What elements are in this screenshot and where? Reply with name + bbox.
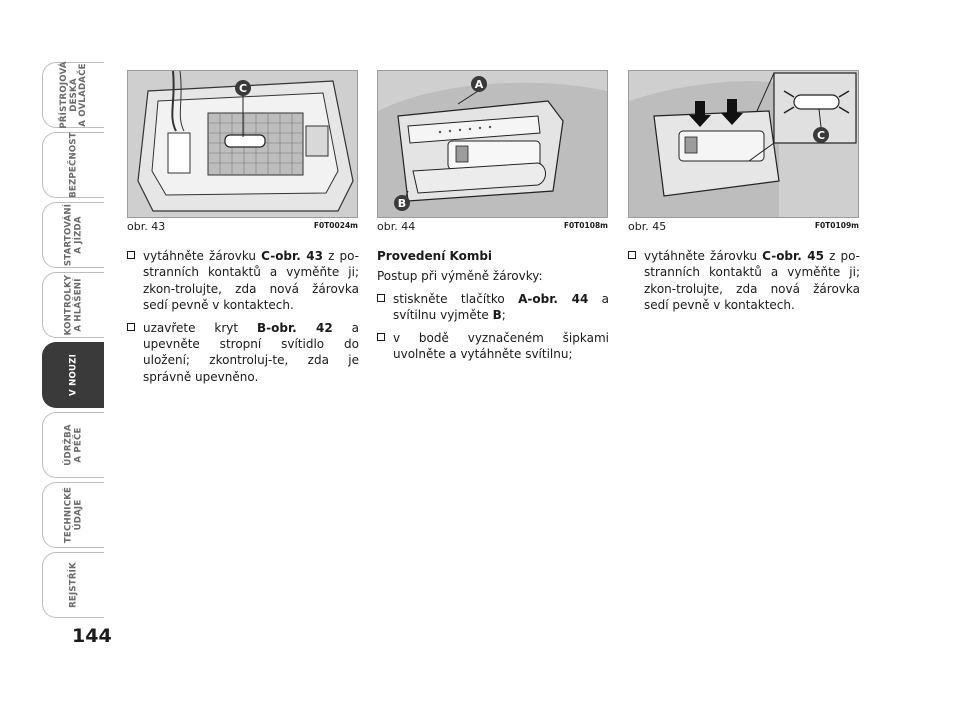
list-item: v bodě vyznačeném šipkami uvolněte a vytáhněte svítilnu;: [377, 330, 609, 363]
tab-label: TECHNICKÉ ÚDAJE: [63, 486, 83, 544]
list-item: vytáhněte žárovku C-obr. 43 z po-stranních kontaktů a vyměňte ji; zkon-trolujte, zda nová žárovka sedí pevně v kontaktech.: [127, 248, 359, 314]
checkbox-bullet-icon: [127, 251, 135, 259]
figure-44-illustration: [377, 70, 608, 218]
figure-code: F0T0024m: [313, 221, 358, 230]
text-column-3: [628, 248, 860, 320]
figure-43: [127, 70, 358, 234]
tab-v-nouzi[interactable]: [42, 342, 104, 408]
checkbox-bullet-icon: [377, 333, 385, 341]
tab-label: ÚDRŽBA A PÉČE: [63, 424, 83, 466]
tab-label: BEZPEČNOST: [67, 132, 78, 198]
figure-code: F0T0108m: [563, 221, 608, 230]
callout-c: C: [238, 82, 248, 95]
callout-a: A: [474, 78, 484, 91]
list-item: vytáhněte žárovku C-obr. 45 z po-stranních kontaktů a vyměňte ji; zkon-trolujte, zda nová žárovka sedí pevně v kontaktech.: [628, 248, 860, 314]
page-number: 144: [72, 625, 112, 647]
tab-label: PŘÍSTROJOVÁ DESKA A OVLADAČE: [58, 61, 88, 129]
text-column-1: [127, 248, 359, 391]
figure-45-illustration: [628, 70, 859, 218]
checkbox-bullet-icon: [127, 323, 135, 331]
list-item: uzavřete kryt B-obr. 42 a upevněte stropní svítidlo do uložení; zkontroluj-te, zda je správně upevněno.: [127, 320, 359, 386]
text-column-2: [377, 248, 609, 368]
section-heading: Provedení Kombi: [377, 249, 493, 263]
tab-label: KONTROLKY A HLÁŠENÍ: [63, 274, 83, 336]
tab-kontrolky[interactable]: [42, 272, 104, 338]
tab-rejstrik[interactable]: [42, 552, 104, 618]
figure-caption: obr. 45: [628, 220, 667, 233]
checkbox-bullet-icon: [377, 294, 385, 302]
intro-text: Postup při výměně žárovky:: [377, 269, 543, 284]
tab-label: V NOUZI: [67, 354, 78, 396]
tab-label: REJSTŘÍK: [67, 562, 78, 608]
callout-c: C: [816, 129, 826, 142]
tab-technicke-udaje[interactable]: [42, 482, 104, 548]
figure-caption: obr. 43: [127, 220, 166, 233]
tab-label: STARTOVÁNÍ A JÍZDA: [63, 203, 83, 267]
figure-code: F0T0109m: [814, 221, 859, 230]
figure-43-illustration: [127, 70, 358, 218]
tab-startovani[interactable]: [42, 202, 104, 268]
callout-b: B: [397, 197, 407, 210]
figure-caption: obr. 44: [377, 220, 416, 233]
figure-44: [377, 70, 608, 234]
tab-udrzba[interactable]: [42, 412, 104, 478]
tab-pristrojova-deska[interactable]: [42, 62, 104, 128]
tab-bezpecnost[interactable]: [42, 132, 104, 198]
checkbox-bullet-icon: [628, 251, 636, 259]
figure-45: [628, 70, 859, 234]
list-item: stiskněte tlačítko A-obr. 44 a svítilnu vyjměte B;: [377, 291, 609, 324]
